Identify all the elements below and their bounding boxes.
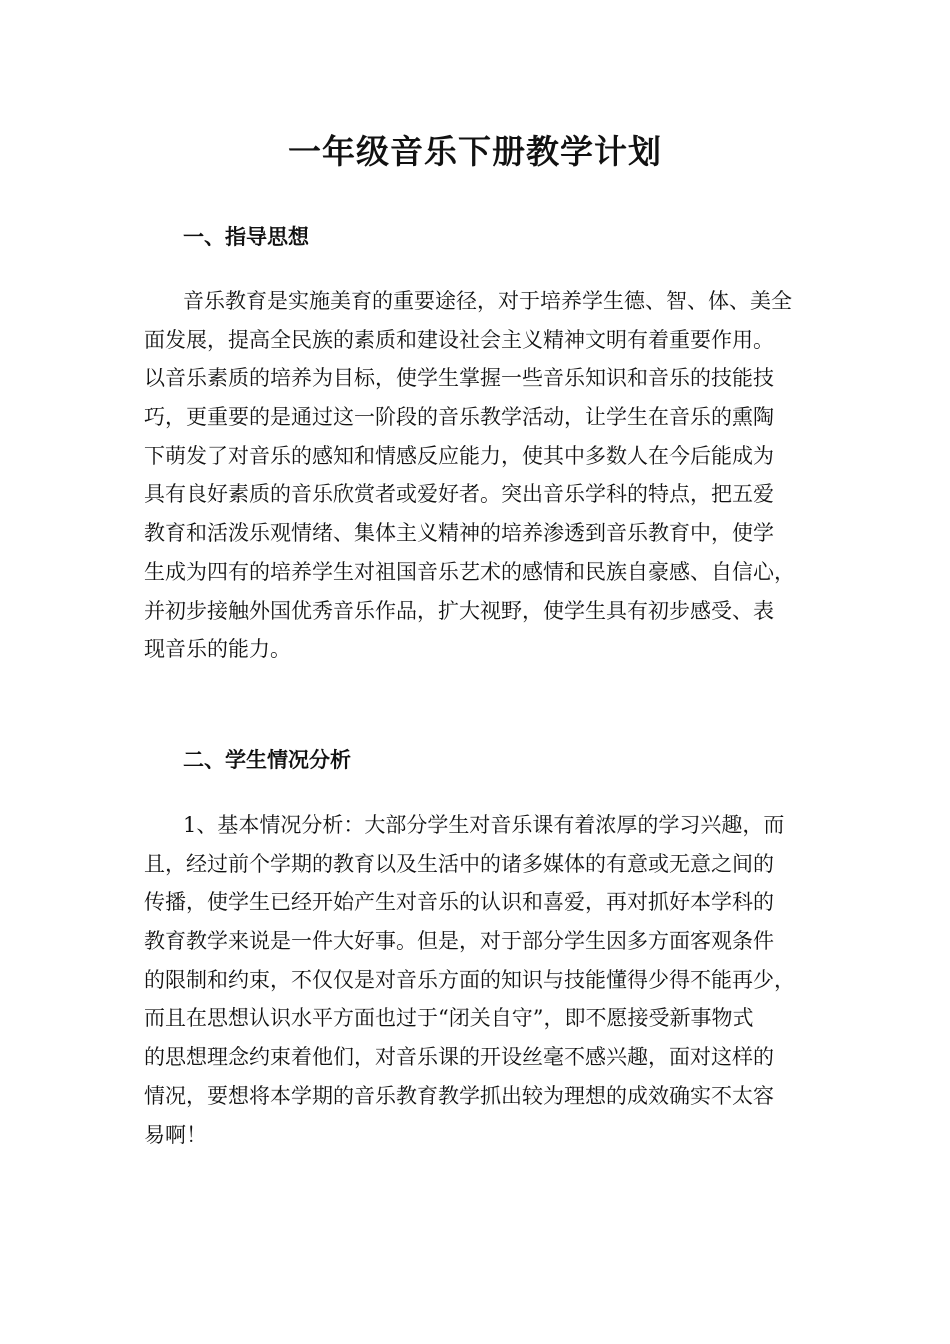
paragraph-line: 教育教学来说是一件大好事。但是，对于部分学生因多方面客观条件: [144, 929, 774, 954]
paragraph-line: 并初步接触外国优秀音乐作品，扩大视野，使学生具有初步感受、表: [144, 598, 774, 623]
paragraph-line: 且，经过前个学期的教育以及生活中的诸多媒体的有意或无意之间的: [144, 851, 774, 876]
section-paragraph-guiding-thought: [144, 282, 816, 669]
paragraph-line: 下萌发了对音乐的感知和情感反应能力，使其中多数人在今后能成为: [144, 443, 774, 468]
paragraph-line: 以音乐素质的培养为目标，使学生掌握一些音乐知识和音乐的技能技: [144, 366, 774, 391]
paragraph-line: 的限制和约束，不仅仅是对音乐方面的知识与技能懂得少得不能再少，: [144, 967, 795, 992]
section-heading-student-analysis: 二、学生情况分析: [183, 747, 351, 772]
paragraph-line: 传播，使学生已经开始产生对音乐的认识和喜爱，再对抓好本学科的: [144, 890, 774, 915]
section-heading-guiding-thought: 一、指导思想: [183, 224, 309, 249]
paragraph-line: 而且在思想认识水平方面也过于“闭关自守”，即不愿接受新事物式: [144, 1006, 754, 1031]
paragraph-line: 音乐教育是实施美育的重要途径，对于培养学生德、智、体、美全: [183, 289, 792, 313]
paragraph-line: 生成为四有的培养学生对祖国音乐艺术的感情和民族自豪感、自信心，: [144, 559, 795, 584]
section-paragraph-student-analysis: [144, 806, 816, 1154]
paragraph-line: 巧，更重要的是通过这一阶段的音乐教学活动，让学生在音乐的熏陶: [144, 405, 774, 430]
paragraph-line: 面发展，提高全民族的素质和建设社会主义精神文明有着重要作用。: [144, 327, 774, 352]
paragraph-line: 具有良好素质的音乐欣赏者或爱好者。突出音乐学科的特点，把五爱: [144, 482, 774, 507]
paragraph-line: 教育和活泼乐观情绪、集体主义精神的培养渗透到音乐教育中，使学: [144, 521, 774, 546]
document-title: 一年级音乐下册教学计划: [288, 132, 662, 171]
paragraph-line: 的思想理念约束着他们，对音乐课的开设丝毫不感兴趣，面对这样的: [144, 1045, 774, 1070]
paragraph-line: 情况，要想将本学期的音乐教育教学抓出较为理想的成效确实不太容: [144, 1083, 774, 1108]
paragraph-line: 1、基本情况分析：大部分学生对音乐课有着浓厚的学习兴趣，而: [183, 813, 785, 837]
paragraph-line: 易啊！: [144, 1122, 207, 1147]
paragraph-line: 现音乐的能力。: [144, 637, 291, 662]
